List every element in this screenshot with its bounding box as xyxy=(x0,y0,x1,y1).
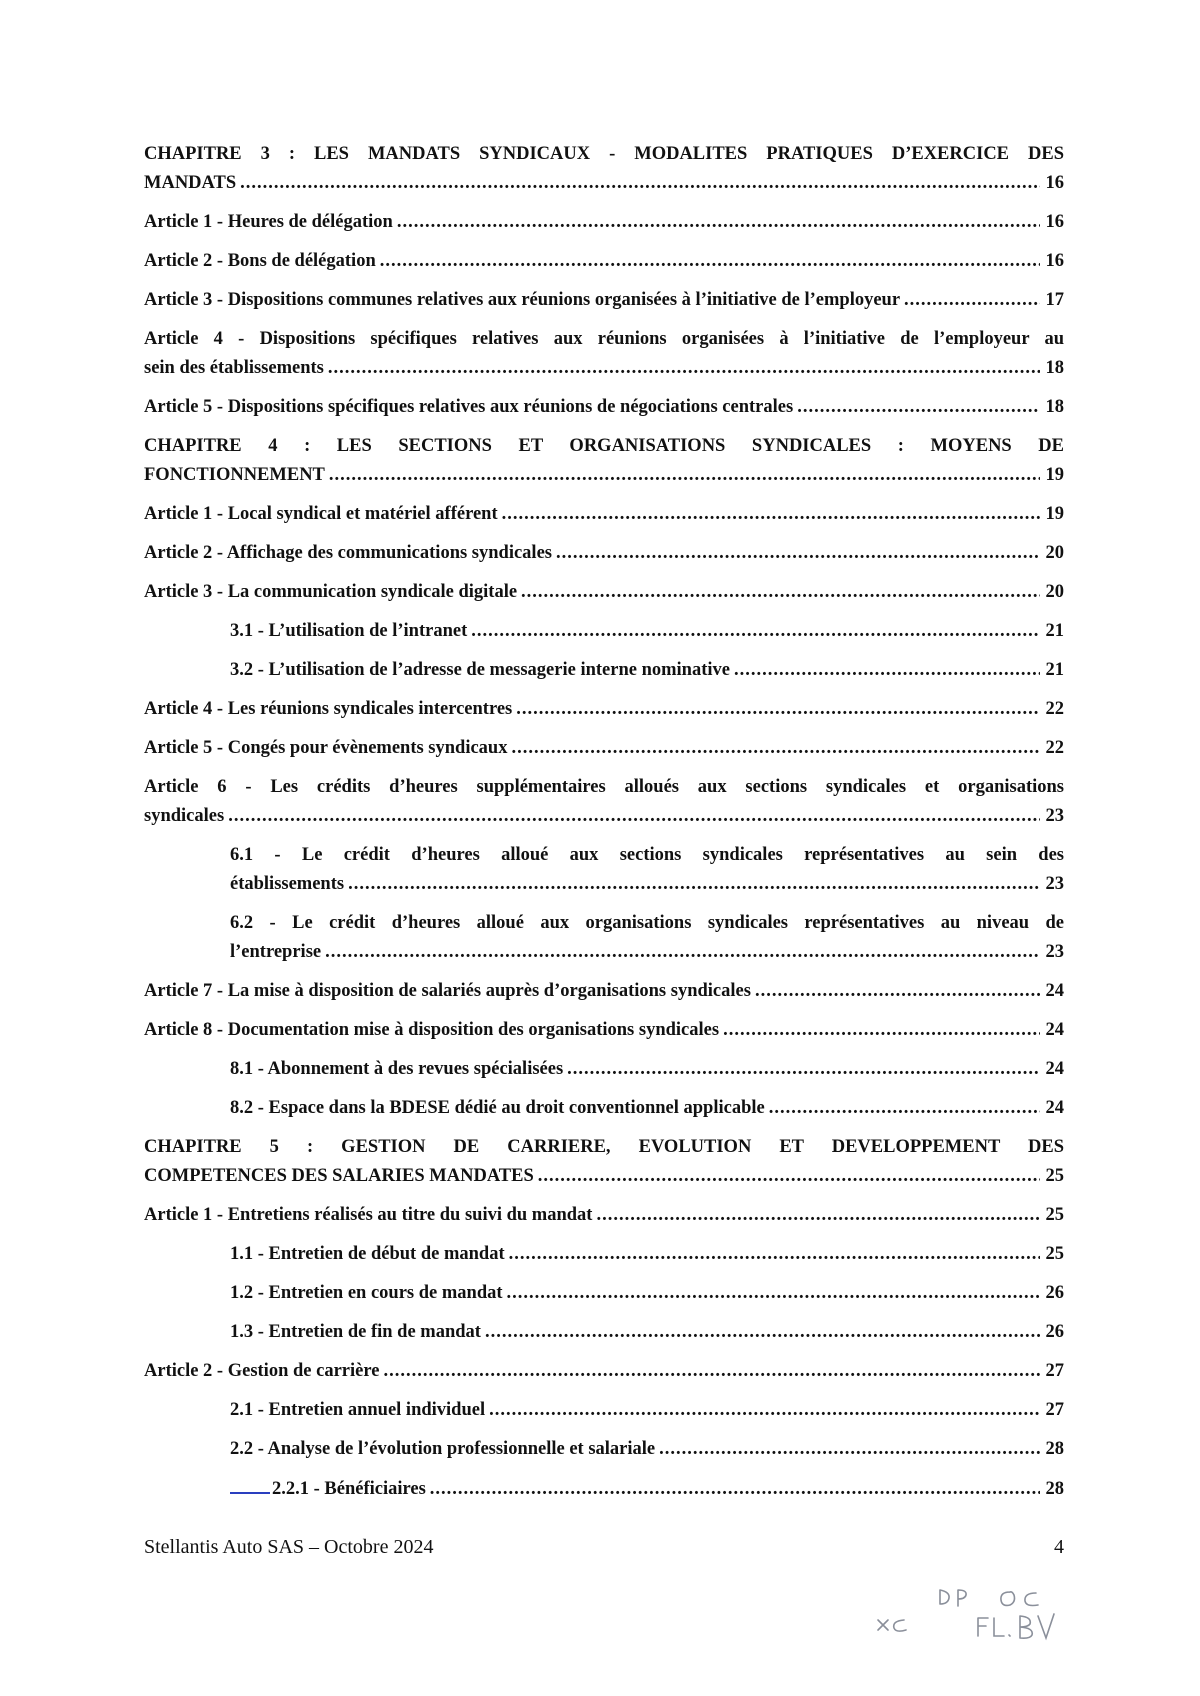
leader-dots xyxy=(556,539,1040,568)
toc-page-number: 20 xyxy=(1045,582,1064,602)
leader-dots xyxy=(797,393,1040,422)
leader-dots xyxy=(228,802,1040,831)
toc-entry[interactable] xyxy=(144,1201,1064,1230)
toc-page-number: 25 xyxy=(1045,1166,1064,1186)
toc-page-number: 25 xyxy=(1045,1244,1064,1264)
leader-dots xyxy=(240,169,1040,198)
initials-signature xyxy=(870,1580,1070,1650)
toc-page-number: 27 xyxy=(1045,1361,1064,1381)
toc-page-number: 26 xyxy=(1045,1322,1064,1342)
toc-page-number: 16 xyxy=(1045,212,1064,232)
toc-page-number: 24 xyxy=(1045,1098,1064,1118)
toc-entry-text-line1: 6.1 - Le crédit d’heures alloué aux sections syndicales représentatives au sein des xyxy=(230,845,1064,865)
leader-dots xyxy=(538,1162,1040,1191)
toc-entry-text: 8.2 - Espace dans la BDESE dédié au droit conventionnel applicable xyxy=(230,1098,765,1118)
toc-entry-text: Article 4 - Les réunions syndicales intercentres xyxy=(144,699,513,719)
toc-page-number: 16 xyxy=(1045,251,1064,271)
toc-entry[interactable] xyxy=(144,1016,1064,1045)
toc-entry-text-line2: MANDATS xyxy=(144,173,237,193)
toc-entry-text: 8.1 - Abonnement à des revues spécialisées xyxy=(230,1059,564,1079)
toc-entry[interactable] xyxy=(144,208,1064,237)
leader-dots xyxy=(348,870,1040,899)
toc-subentry[interactable] xyxy=(144,1279,1064,1308)
toc-entry-text: 2.2 - Analyse de l’évolution professionnelle et salariale xyxy=(230,1439,656,1459)
toc-entry[interactable] xyxy=(144,286,1064,315)
toc-page-number: 24 xyxy=(1045,1020,1064,1040)
leader-dots xyxy=(521,578,1040,607)
toc-subentry[interactable] xyxy=(144,1240,1064,1269)
leader-dots xyxy=(596,1201,1040,1230)
leader-dots xyxy=(755,977,1040,1006)
leader-dots xyxy=(769,1094,1040,1123)
toc-entry[interactable] xyxy=(144,247,1064,276)
toc-page-number: 20 xyxy=(1045,543,1064,563)
toc-entry-text: Article 3 - Dispositions communes relatives aux réunions organisées à l’initiative de l’employeur xyxy=(144,290,901,310)
toc-page-number: 24 xyxy=(1045,981,1064,1001)
toc-entry-text: Article 2 - Gestion de carrière xyxy=(144,1361,380,1381)
toc-subentry[interactable] xyxy=(144,617,1064,646)
handwritten-initials xyxy=(870,1580,1070,1650)
toc-entry-text: 2.2.1 - Bénéficiaires xyxy=(272,1479,426,1499)
toc-page-number: 17 xyxy=(1045,290,1064,310)
leader-dots xyxy=(325,938,1040,967)
toc-subentry[interactable] xyxy=(144,1094,1064,1123)
toc-entry-text: 2.1 - Entretien annuel individuel xyxy=(230,1400,486,1420)
leader-dots xyxy=(509,1240,1040,1269)
toc-page-number: 25 xyxy=(1045,1205,1064,1225)
toc-entry-text: Article 1 - Entretiens réalisés au titre du suivi du mandat xyxy=(144,1205,593,1225)
toc-entry-text: Article 5 - Congés pour évènements syndicaux xyxy=(144,738,508,758)
leader-dots xyxy=(380,247,1040,276)
toc-entry-text-line2: établissements xyxy=(230,874,345,894)
toc-entry-text-line2: l’entreprise xyxy=(230,942,322,962)
toc-subentry[interactable] xyxy=(144,909,1064,967)
toc-entry[interactable] xyxy=(144,773,1064,831)
toc-page-number: 16 xyxy=(1045,173,1064,193)
toc-entry[interactable] xyxy=(144,977,1064,1006)
toc-page-number: 23 xyxy=(1045,874,1064,894)
toc-page-number: 28 xyxy=(1045,1439,1064,1459)
toc-subentry[interactable] xyxy=(144,1474,1064,1504)
toc-entry-text-line2: COMPETENCES DES SALARIES MANDATES xyxy=(144,1166,534,1186)
toc-page-number: 23 xyxy=(1045,942,1064,962)
toc-page-number: 21 xyxy=(1045,621,1064,641)
leader-dots xyxy=(904,286,1040,315)
toc-chapter-5[interactable] xyxy=(144,1133,1064,1191)
toc-entry-text: 3.2 - L’utilisation de l’adresse de messagerie interne nominative xyxy=(230,660,730,680)
toc-entry-text: 1.1 - Entretien de début de mandat xyxy=(230,1244,505,1264)
toc-entry-text: Article 7 - La mise à disposition de salariés auprès d’organisations syndicales xyxy=(144,981,751,1001)
leader-dots xyxy=(511,734,1040,763)
toc-entry-text-line1: CHAPITRE 4 : LES SECTIONS ET ORGANISATIONS SYNDICALES : MOYENS DE xyxy=(144,436,1064,456)
toc-entry-text: 1.2 - Entretien en cours de mandat xyxy=(230,1283,503,1303)
toc-entry[interactable] xyxy=(144,734,1064,763)
toc-page-number: 19 xyxy=(1045,465,1064,485)
toc-page-number: 26 xyxy=(1045,1283,1064,1303)
table-of-contents xyxy=(144,140,1064,1514)
toc-page-number: 22 xyxy=(1045,699,1064,719)
leader-dots xyxy=(567,1055,1040,1084)
toc-entry-text: Article 5 - Dispositions spécifiques relatives aux réunions de négociations centrales xyxy=(144,397,794,417)
leader-dots xyxy=(329,461,1040,490)
leader-dots xyxy=(734,656,1040,685)
leader-dots xyxy=(489,1396,1040,1425)
leader-dots xyxy=(430,1475,1040,1504)
toc-entry[interactable] xyxy=(144,539,1064,568)
toc-entry[interactable] xyxy=(144,578,1064,607)
toc-entry-text-line2: syndicales xyxy=(144,806,225,826)
toc-entry-text: 3.1 - L’utilisation de l’intranet xyxy=(230,621,468,641)
toc-entry-text: Article 1 - Heures de délégation xyxy=(144,212,393,232)
toc-subentry[interactable] xyxy=(144,1055,1064,1084)
toc-entry-text: Article 2 - Bons de délégation xyxy=(144,251,376,271)
hyperlink-underline xyxy=(230,1474,270,1494)
toc-page-number: 18 xyxy=(1045,358,1064,378)
leader-dots xyxy=(397,208,1040,237)
toc-page-number: 19 xyxy=(1045,504,1064,524)
toc-entry-text-line1: Article 6 - Les crédits d’heures supplémentaires alloués aux sections syndicales et organisations xyxy=(144,777,1064,797)
toc-entry[interactable] xyxy=(144,325,1064,383)
footer-page-number: 4 xyxy=(1054,1536,1064,1558)
toc-chapter-3[interactable] xyxy=(144,140,1064,198)
footer-company-date: Stellantis Auto SAS – Octobre 2024 xyxy=(144,1536,434,1558)
toc-page-number: 24 xyxy=(1045,1059,1064,1079)
toc-subentry[interactable] xyxy=(144,656,1064,685)
toc-entry-text: Article 8 - Documentation mise à disposition des organisations syndicales xyxy=(144,1020,720,1040)
toc-page-number: 23 xyxy=(1045,806,1064,826)
toc-entry-text-line1: CHAPITRE 5 : GESTION DE CARRIERE, EVOLUTION ET DEVELOPPEMENT DES xyxy=(144,1137,1064,1157)
leader-dots xyxy=(485,1318,1040,1347)
toc-subentry[interactable] xyxy=(144,841,1064,899)
toc-entry-text-line1: 6.2 - Le crédit d’heures alloué aux organisations syndicales représentatives au niveau de xyxy=(230,913,1064,933)
toc-entry-text: Article 1 - Local syndical et matériel afférent xyxy=(144,504,498,524)
toc-page-number: 21 xyxy=(1045,660,1064,680)
page-footer xyxy=(144,1536,1064,1559)
toc-entry-text-line2: sein des établissements xyxy=(144,358,324,378)
toc-page-number: 18 xyxy=(1045,397,1064,417)
toc-subentry[interactable] xyxy=(144,1396,1064,1425)
leader-dots xyxy=(723,1016,1040,1045)
toc-entry[interactable] xyxy=(144,500,1064,529)
leader-dots xyxy=(471,617,1040,646)
toc-page-number: 22 xyxy=(1045,738,1064,758)
leader-dots xyxy=(659,1435,1040,1464)
toc-chapter-4[interactable] xyxy=(144,432,1064,490)
toc-entry-text: Article 3 - La communication syndicale digitale xyxy=(144,582,518,602)
toc-subentry[interactable] xyxy=(144,1318,1064,1347)
toc-entry[interactable] xyxy=(144,393,1064,422)
leader-dots xyxy=(328,354,1040,383)
toc-entry-text-line1: Article 4 - Dispositions spécifiques relatives aux réunions organisées à l’initiative de l’employeur au xyxy=(144,329,1064,349)
leader-dots xyxy=(383,1357,1040,1386)
toc-page-number: 28 xyxy=(1045,1479,1064,1499)
leader-dots xyxy=(507,1279,1040,1308)
toc-entry[interactable] xyxy=(144,695,1064,724)
toc-entry-text: Article 2 - Affichage des communications syndicales xyxy=(144,543,552,563)
toc-entry-text: 1.3 - Entretien de fin de mandat xyxy=(230,1322,481,1342)
toc-entry[interactable] xyxy=(144,1357,1064,1386)
toc-entry-text-line1: CHAPITRE 3 : LES MANDATS SYNDICAUX - MODALITES PRATIQUES D’EXERCICE DES xyxy=(144,144,1064,164)
leader-dots xyxy=(502,500,1040,529)
toc-subentry[interactable] xyxy=(144,1435,1064,1464)
toc-page-number: 27 xyxy=(1045,1400,1064,1420)
toc-entry-text-line2: FONCTIONNEMENT xyxy=(144,465,325,485)
leader-dots xyxy=(516,695,1040,724)
